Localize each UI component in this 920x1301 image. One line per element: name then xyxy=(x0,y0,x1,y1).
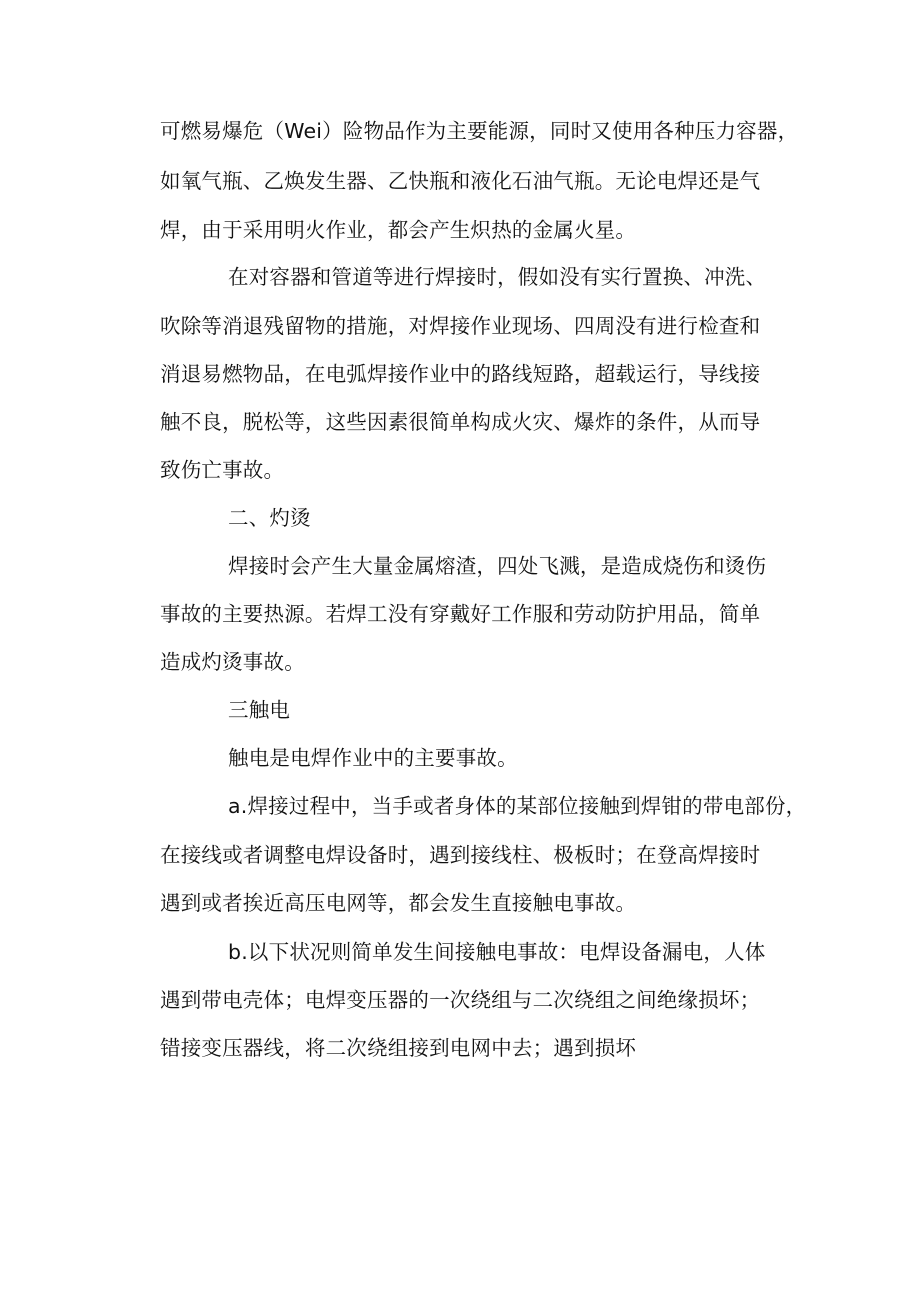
text-line: 事故的主要热源。若焊工没有穿戴好工作服和劳动防护用品，简单 xyxy=(160,602,761,626)
text-line: 焊接时会产生大量金属熔渣，四处飞溅，是造成烧伤和烫伤 xyxy=(228,554,767,578)
section-heading-burns: 二、灼烫 xyxy=(228,506,311,530)
text-line: 造成灼烫事故。 xyxy=(160,650,305,674)
text-line: b.以下状况则简单发生间接触电事故：电焊设备漏电，人体 xyxy=(228,940,766,964)
text-line: 可燃易爆危（Wei）险物品作为主要能源，同时又使用各种压力容器， xyxy=(160,119,799,143)
text-line: 如氧气瓶、乙焕发生器、乙快瓶和液化石油气瓶。无论电焊还是气 xyxy=(160,169,761,193)
text-line: 在对容器和管道等进行焊接时，假如没有实行置换、冲洗、 xyxy=(228,265,767,289)
text-line: 遇到带电壳体；电焊变压器的一次绕组与二次绕组之间绝缘损坏； xyxy=(160,988,761,1012)
text-line: 在接线或者调整电焊设备时，遇到接线柱、极板时；在登高焊接时 xyxy=(160,843,761,867)
text-line: 消退易燃物品，在电弧焊接作业中的路线短路，超载运行，导线接 xyxy=(160,362,761,386)
text-line: 遇到或者挨近高压电网等，都会发生直接触电事故。 xyxy=(160,891,637,915)
text-line: 吹除等消退残留物的措施，对焊接作业现场、四周没有进行检查和 xyxy=(160,314,761,338)
text-line: 触不良，脱松等，这些因素很简单构成火灾、爆炸的条件，从而导 xyxy=(160,410,761,434)
text-line: 触电是电焊作业中的主要事故。 xyxy=(228,746,518,770)
text-line: 焊，由于采用明火作业，都会产生炽热的金属火星。 xyxy=(160,218,637,242)
section-heading-electric-shock: 三触电 xyxy=(228,698,291,722)
text-line: 致伤亡事故。 xyxy=(160,458,285,482)
text-line: a.焊接过程中，当手或者身体的某部位接触到焊钳的带电部份， xyxy=(228,794,807,818)
text-line: 错接变压器线，将二次绕组接到电网中去；遇到损坏 xyxy=(160,1036,637,1060)
